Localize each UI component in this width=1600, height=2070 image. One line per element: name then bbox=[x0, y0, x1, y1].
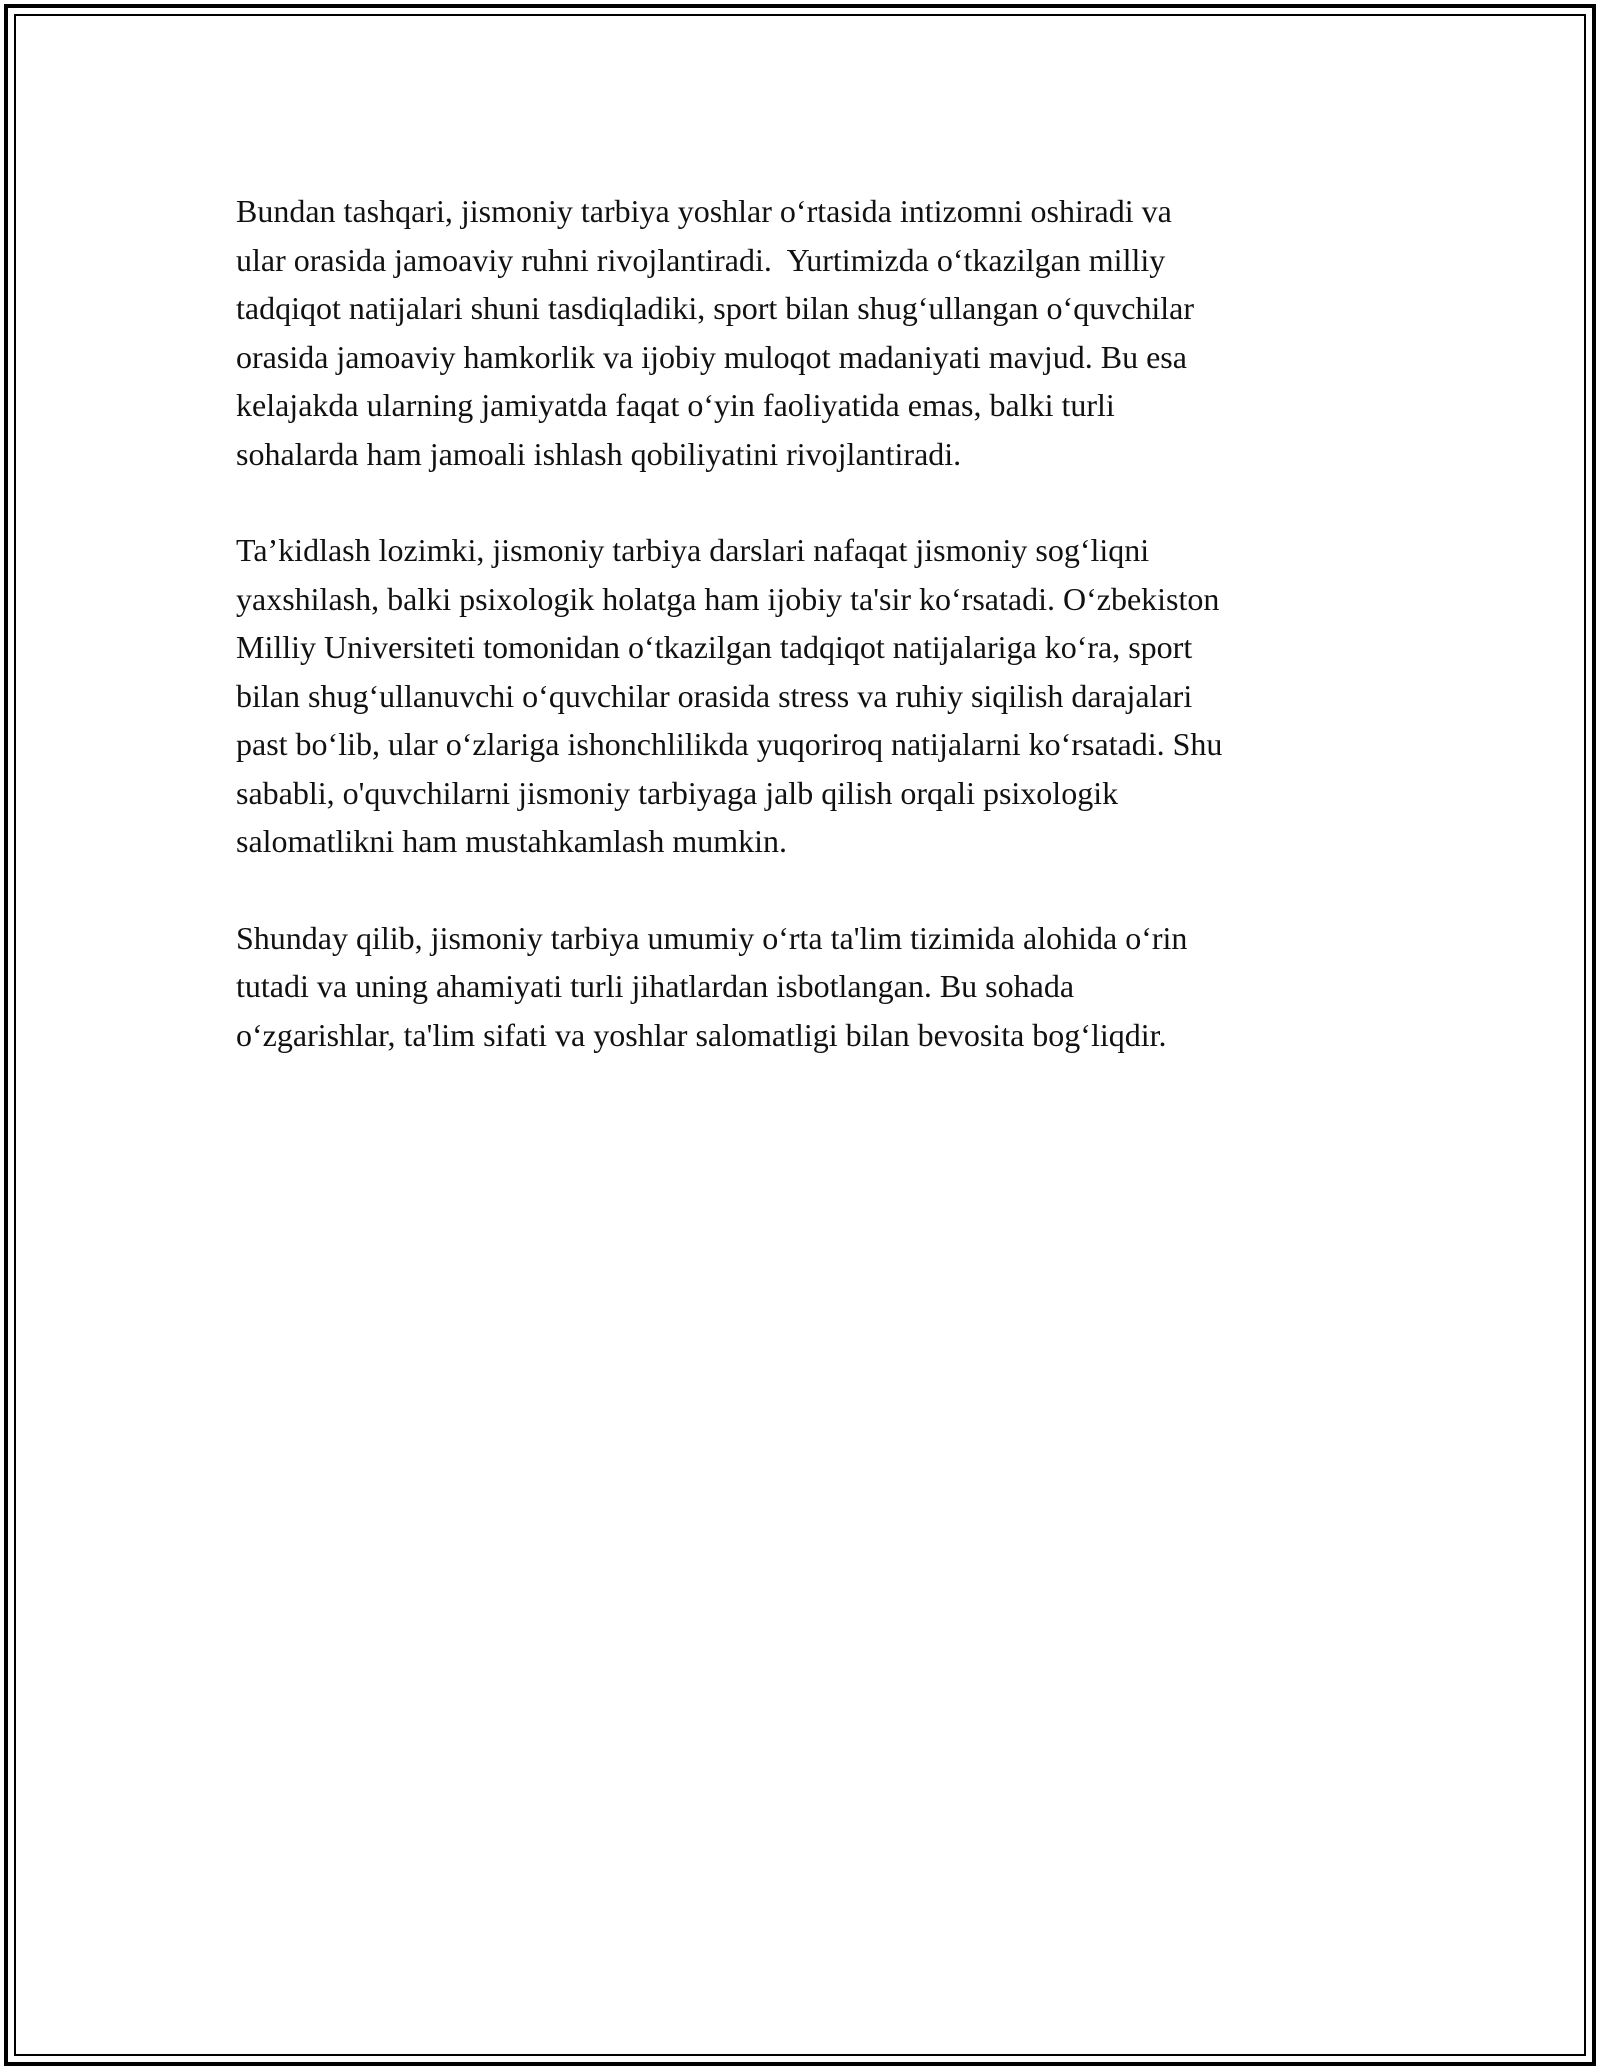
text-line: orasida jamoaviy hamkorlik va ijobiy muloqot madaniyati mavjud. Bu esa bbox=[236, 338, 1187, 375]
text-line: Bundan tashqari, jismoniy tarbiya yoshlar o‘rtasida intizomni oshiradi va bbox=[236, 193, 1172, 229]
text-line: Shunday qilib, jismoniy tarbiya umumiy o‘rta ta'lim tizimida alohida o‘rin bbox=[236, 919, 1188, 956]
text-line: sohalarda ham jamoali ishlash qobiliyatini rivojlantiradi. bbox=[236, 435, 962, 472]
document-body bbox=[236, 187, 1386, 1107]
text-line: ular orasida jamoaviy ruhni rivojlantiradi. Yurtimizda o‘tkazilgan milliy bbox=[236, 241, 1166, 278]
text-line: yaxshilash, balki psixologik holatga ham ijobiy ta'sir ko‘rsatadi. O‘zbekiston bbox=[236, 580, 1220, 617]
text-line: kelajakda ularning jamiyatda faqat o‘yin faoliyatida emas, balki turli bbox=[236, 387, 1115, 423]
paragraph-conclusion bbox=[236, 914, 1386, 1060]
text-line: tadqiqot natijalari shuni tasdiqladiki, sport bilan shug‘ullangan o‘quvchilar bbox=[236, 290, 1195, 326]
text-line: bilan shug‘ullanuvchi o‘quvchilar orasida stress va ruhiy siqilish darajalari bbox=[236, 677, 1193, 714]
text-line: past bo‘lib, ular o‘zlariga ishonchlilikda yuqoriroq natijalarni ko‘rsatadi. Shu bbox=[236, 726, 1223, 762]
paragraph-psychology bbox=[236, 526, 1386, 866]
text-line: Ta’kidlash lozimki, jismoniy tarbiya darslari nafaqat jismoniy sog‘liqni bbox=[236, 532, 1150, 568]
text-line: o‘zgarishlar, ta'lim sifati va yoshlar salomatligi bilan bevosita bog‘liqdir. bbox=[236, 1016, 1167, 1053]
text-line: sababli, o'quvchilarni jismoniy tarbiyaga jalb qilish orqali psixologik bbox=[236, 774, 1119, 811]
text-line: tutadi va uning ahamiyati turli jihatlardan isbotlangan. Bu sohada bbox=[236, 968, 1075, 1004]
text-line: Milliy Universiteti tomonidan o‘tkazilgan tadqiqot natijalariga ko‘ra, sport bbox=[236, 629, 1193, 665]
text-line: salomatlikni ham mustahkamlash mumkin. bbox=[236, 823, 788, 859]
paragraph-discipline bbox=[236, 187, 1386, 478]
